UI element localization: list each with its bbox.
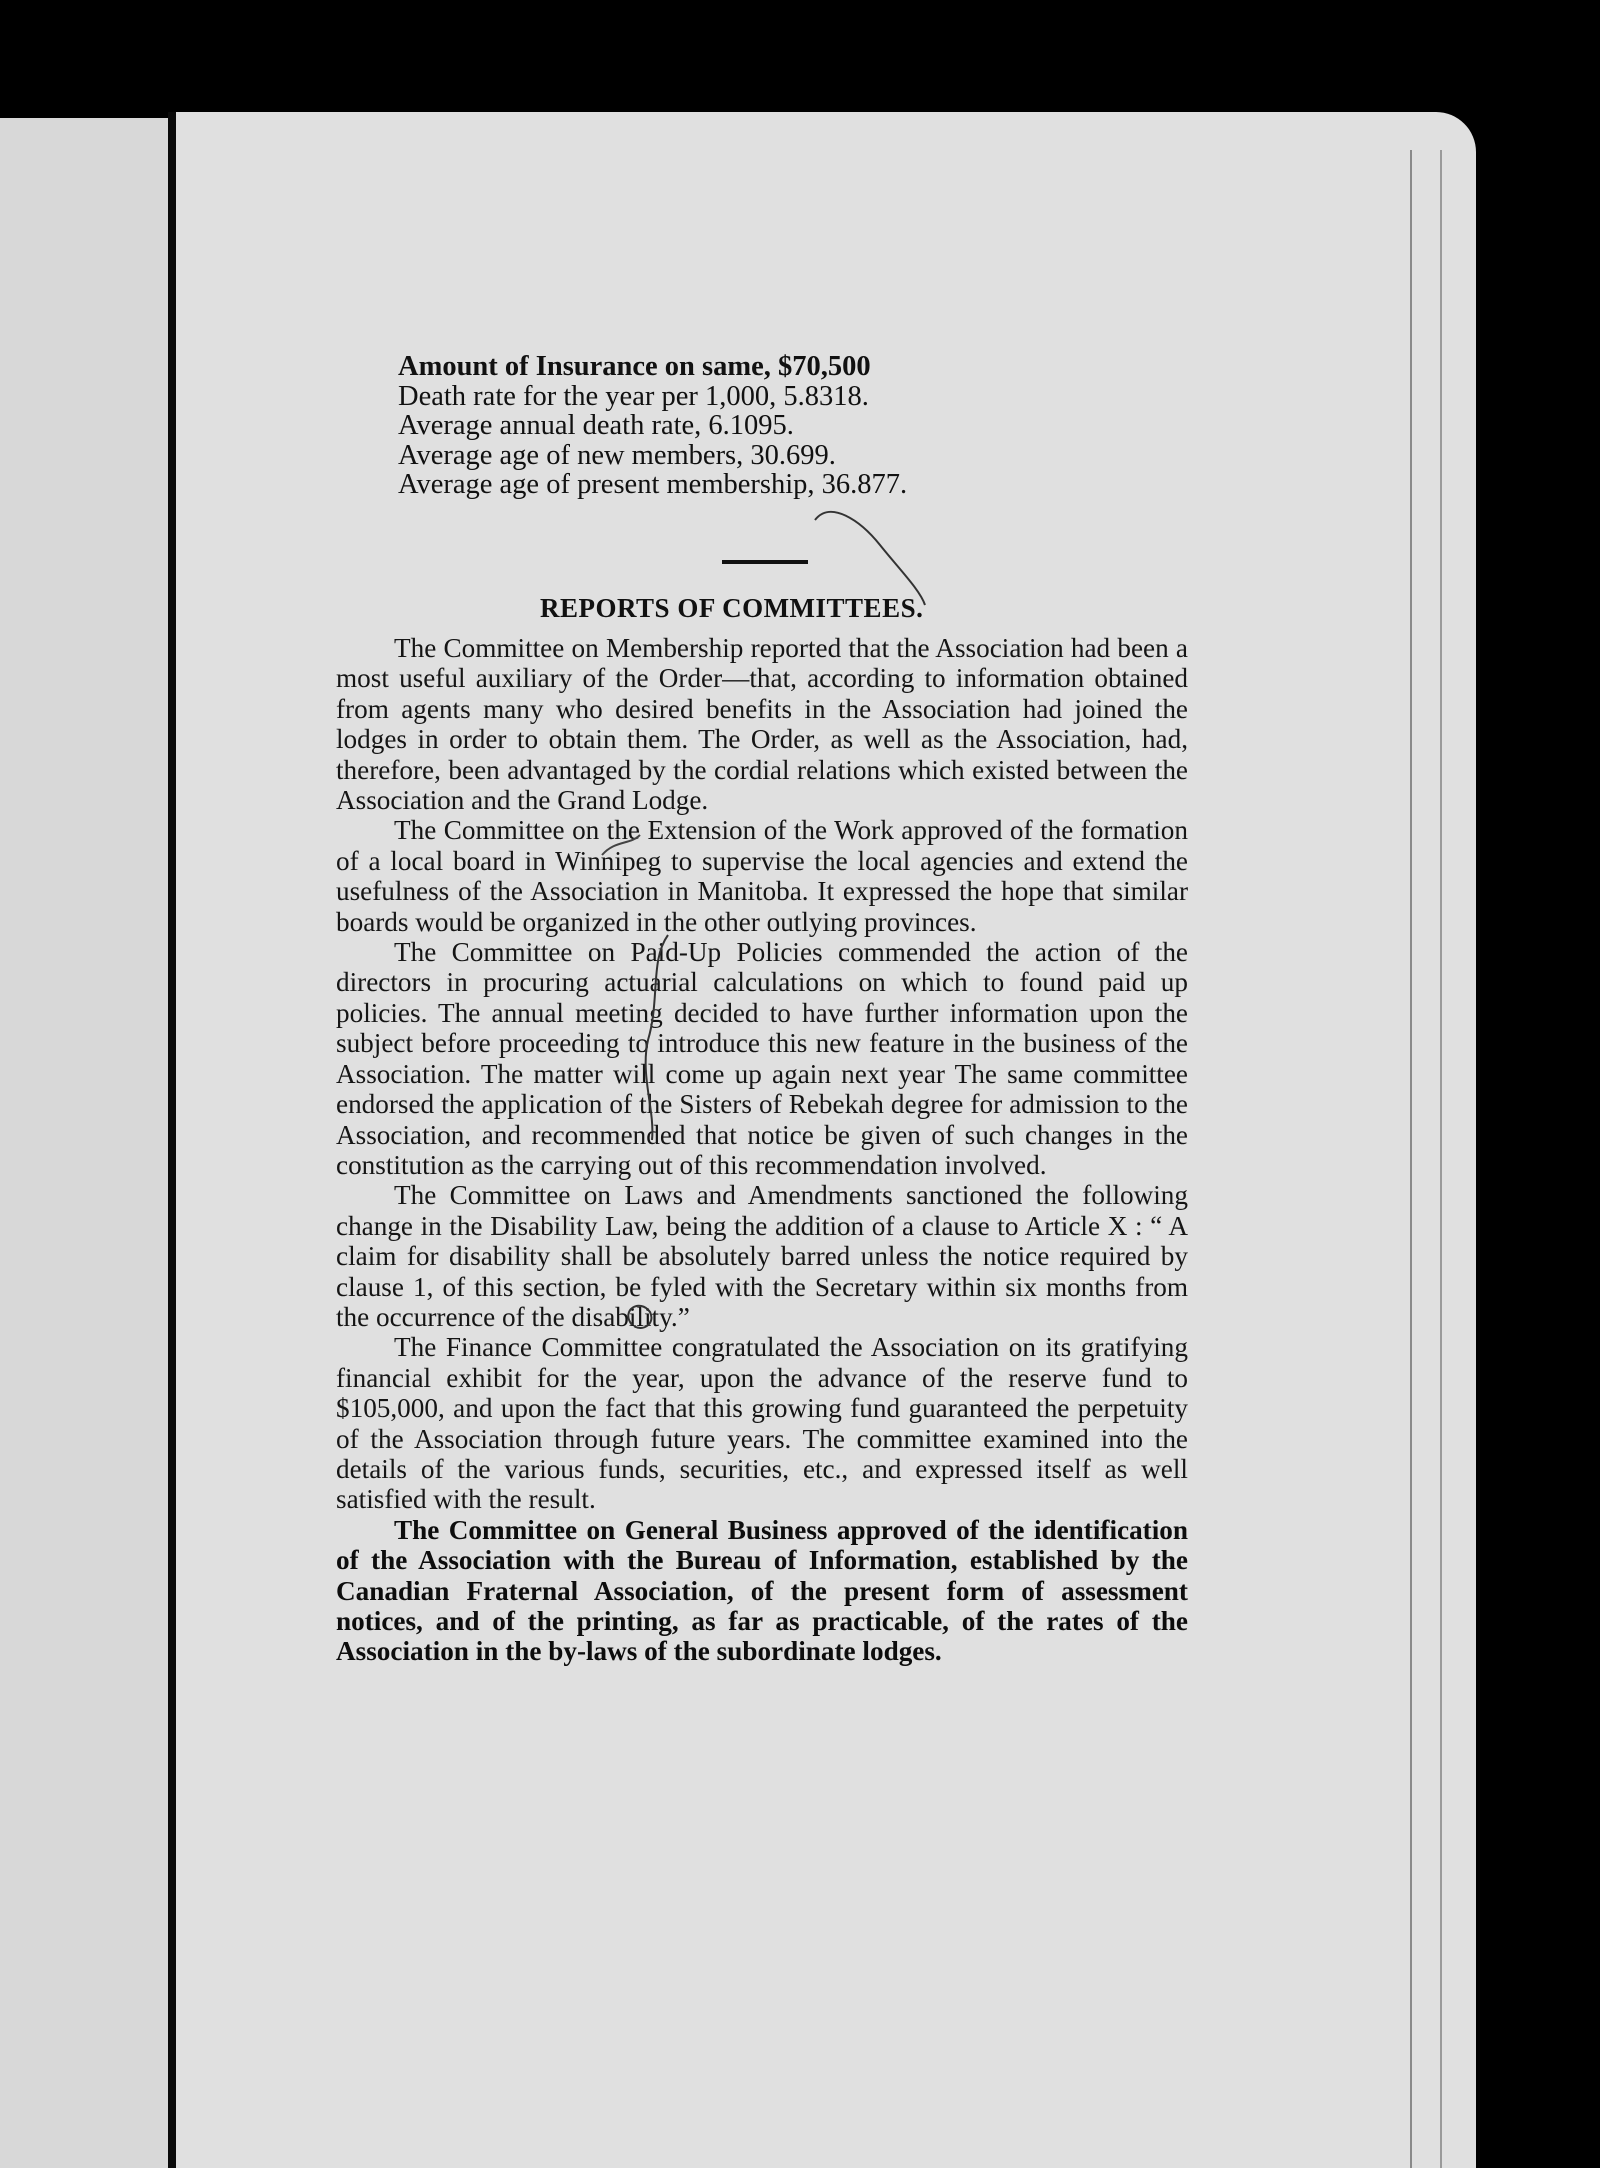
statistics-block	[398, 352, 1198, 500]
stat-line: Death rate for the year per 1,000, 5.8318.	[398, 380, 869, 412]
section-heading: REPORTS OF COMMITTEES.	[540, 593, 924, 623]
report-paragraph: The Committee on Laws and Amendments sanctioned the following change in the Disability Law, being the addition of a clause to Article X : “ A claim for disability shall be absolutely barred unless the notice required by clause 1, of this section, be fyled with the Secretary within six months from the occurrence of the disability.”	[336, 1180, 1188, 1332]
report-paragraph: The Committee on the Extension of the Work approved of the formation of a local board in Winnipeg to supervise the local agencies and extend the usefulness of the Association in Manitoba. It expressed the hope that similar boards would be organized in the other outlying provinces.	[336, 815, 1188, 937]
stat-line: Average age of present membership, 36.877.	[398, 469, 908, 500]
section-divider	[722, 560, 808, 564]
left-page-edge	[0, 118, 168, 2168]
stat-line: Average age of new members, 30.699.	[398, 439, 836, 471]
report-paragraph: The Committee on Membership reported that the Association had been a most useful auxiliary of the Order—that, according to information obtained from agents many who desired benefits in the Association had joined the lodges in order to obtain them. The Order, as well as the Association, had, therefore, been advantaged by the cordial relations which existed between the Association and the Grand Lodge.	[336, 633, 1188, 816]
report-paragraph: The Committee on Paid-Up Policies commended the action of the directors in procuring actuarial calculations on which to found paid up policies. The annual meeting decided to have further information upon the subject before proceeding to introduce this new feature in the business of the Association. The matter will come up again next year The same committee endorsed the application of the Sisters of Rebekah degree for admission to the Association, and recommended that notice be given of such changes in the constitution as the carrying out of this recommendation involved.	[336, 937, 1188, 1180]
stat-line: Average annual death rate, 6.1095.	[398, 410, 794, 441]
page-stack-edge	[1410, 150, 1442, 2168]
report-paragraph: The Committee on General Business approved of the identification of the Association with the Bureau of Information, established by the Canadian Fraternal Association, of the present form of assessment notices, and of the printing, as far as practicable, of the rates of the Association in the by-laws of the subordinate lodges.	[336, 1514, 1188, 1667]
committee-reports	[336, 633, 1188, 1667]
report-paragraph: The Finance Committee congratulated the Association on its gratifying financial exhibit for the year, upon the advance of the reserve fund to $105,000, and upon the fact that this growing fund guaranteed the perpetuity of the Association through future years. The committee examined into the details of the various funds, securities, etc., and expressed itself as well satisfied with the result.	[336, 1332, 1188, 1515]
stat-line: Amount of Insurance on same, $70,500	[398, 351, 871, 382]
book-spine	[168, 112, 176, 2168]
